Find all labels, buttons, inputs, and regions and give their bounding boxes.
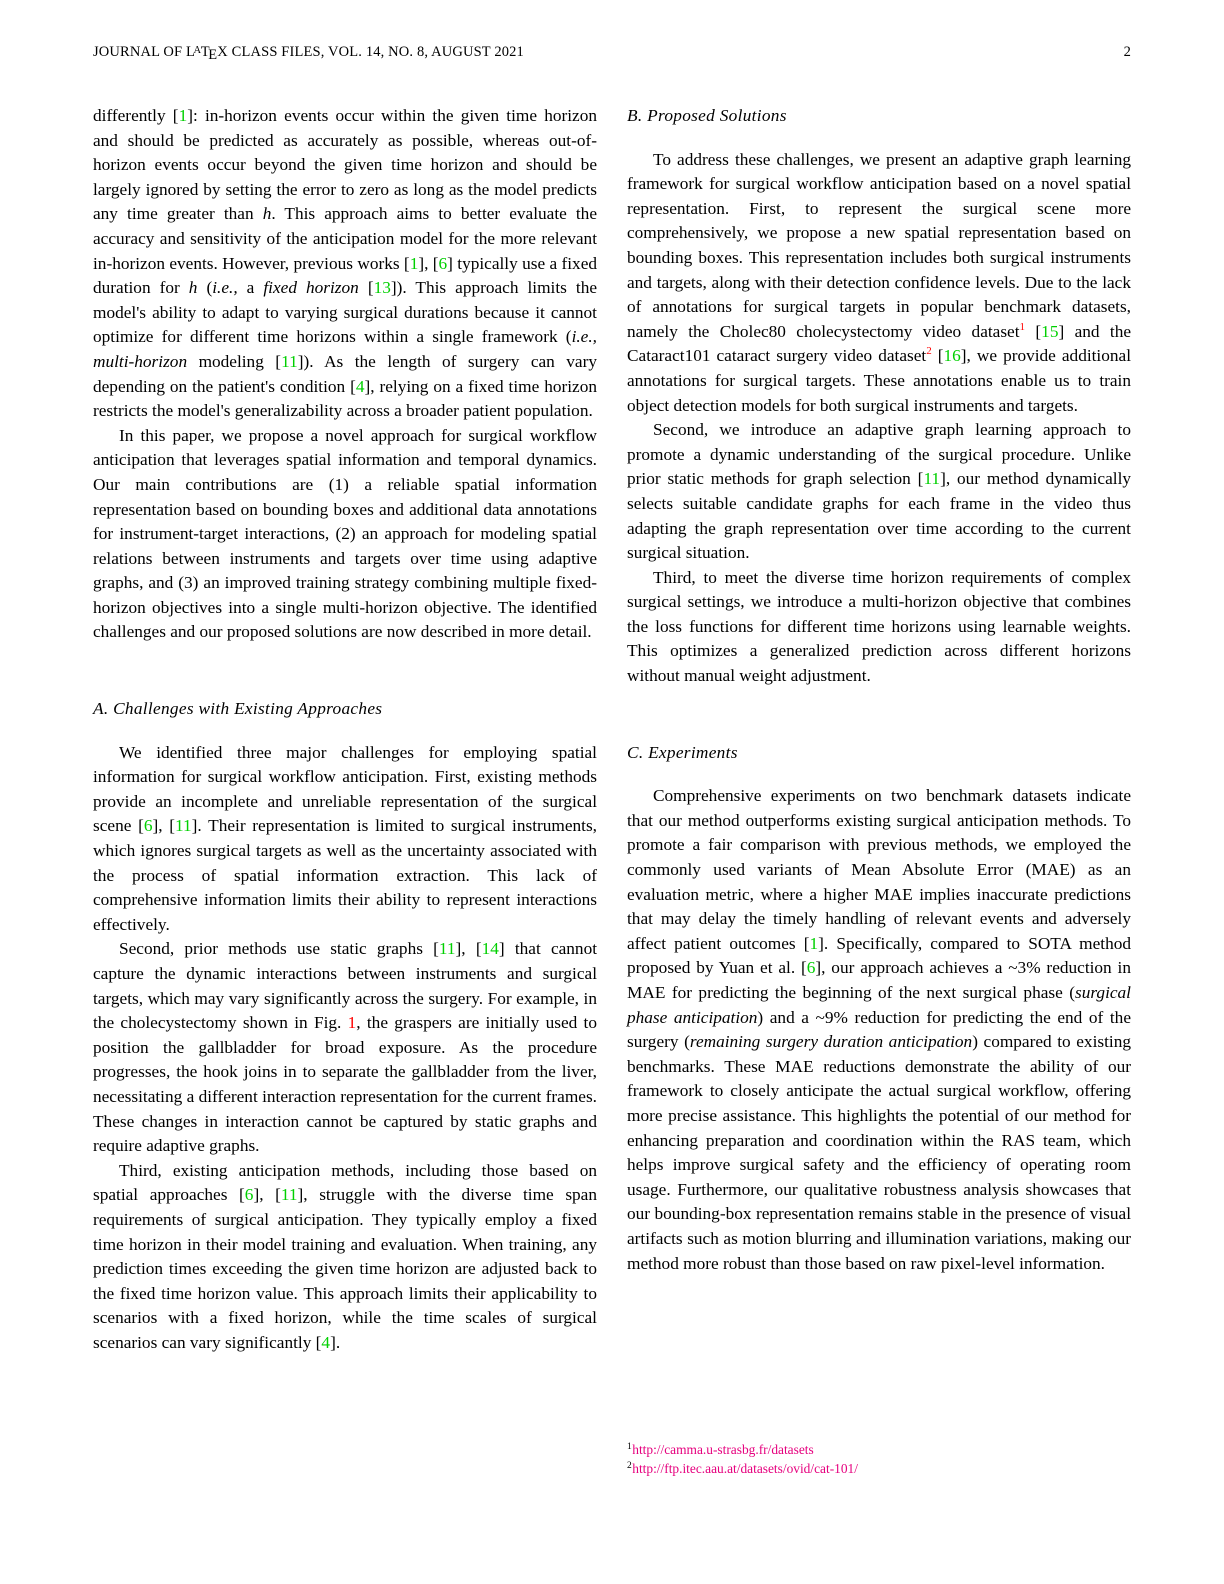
text-run: Second, we introduce an adaptive graph learning approach to promote a dynamic understanding of the surgical procedure. Unlike prior static methods for graph selection [ [627,420,1131,489]
footnote-item [627,1459,1127,1478]
section-heading-c: C. Experiments [627,742,738,762]
spacer [627,765,1131,784]
text-run: ) compared to existing benchmarks. These MAE reductions demonstrate the ability of our framework to closely anticipate the actual surgical workflow, offering more precise assistance. This highlights the potential of our method for enhancing preparation and coordination within the RAS team, which helps improve surgical safety and the efficiency of operating room usage. Furthermore, our qualitative robustness analysis showcases that our bounding-box representation remains stable in the presence of visual artifacts such as motion blurring and illumination variations, making our method more robust than those based on raw pixel-level information. [627,1032,1131,1273]
paragraph-second-prior-methods [93,937,597,1158]
citation-link[interactable]: 11 [280,1185,298,1205]
text-run: ]). This approach limits the model's ability to adapt to varying surgical durations because it cannot optimize for different time horizons within a single framework ( [93,278,598,347]
citation-link[interactable]: 6 [438,253,448,273]
citation-link[interactable]: 14 [481,939,499,959]
footnote-number: 1 [627,1441,632,1452]
footnote-marker-1[interactable]: 1 [1019,320,1026,333]
text-run: To address these challenges, we present an adaptive graph learning framework for surgical workflow anticipation based on a novel spatial representation. First, to represent the surgical scene more comprehensively, we propose a new spatial representation based on bounding boxes. This representation includes both surgical instruments and targets, along with their detection confidence levels. Due to the lack of annotations for surgical targets in popular benchmark datasets, namely the Cholec80 cholecystectomy video dataset [627,149,1131,341]
citation-link[interactable]: 1 [409,253,419,273]
text-run: modeling [ [187,351,282,371]
footnote-marker-2[interactable]: 2 [926,345,932,358]
section-heading-a: A. Challenges with Existing Approaches [93,699,383,719]
text-run: [ [931,346,944,366]
citation-link[interactable]: 4 [321,1332,331,1352]
footnote-url-link[interactable]: http://ftp.itec.aau.at/datasets/ovid/cat-101/ [632,1461,858,1476]
section-heading-b: B. Proposed Solutions [627,106,787,125]
math-variable-h: h [262,204,272,224]
citation-link[interactable]: 4 [355,376,365,396]
text-run: ]. Specifically, compared to SOTA method proposed by Yuan et al. [ [627,933,1132,978]
text-run: Comprehensive experiments on two benchmark datasets indicate that our method outperforms existing surgical anticipation methods. To promote a fair comparison with previous methods, we employed the commonly used variants of Mean Absolute Error (MAE) as an evaluation metric, where a higher MAE implies inaccurate predictions that may delay the timely handling of relevant events and adversely affect patient outcomes [ [627,786,1131,953]
spacer [93,722,597,741]
journal-title-prefix: JOURNAL OF [93,44,186,60]
text-run: , the graspers are initially used to position the gallbladder for broad exposure. As the procedure progresses, the hook joins in to separate the gallbladder from the liver, necessitating a different interaction representation for the current frames. These changes in interaction cannot be captured by static graphs and require adaptive graphs. [93,1013,597,1156]
text-run: ( [197,278,213,298]
left-column [93,104,597,1356]
emphasis-ie: i.e., [571,327,597,347]
paragraph-differently [93,104,597,424]
spacer [627,129,1131,148]
citation-link[interactable]: 11 [175,816,192,836]
citation-link[interactable]: 11 [923,469,941,489]
text-run: ] typically use a fixed duration for [93,253,597,298]
two-column-body [93,104,1131,1356]
text-run: ], relying on a fixed time horizon restricts the model's generalizability across a broader patient population. [93,376,597,421]
text-run: ], we provide additional annotations for surgical targets. These annotations enable us to train object detection models for both surgical instruments and targets. [627,346,1131,415]
paragraph-we-identified [93,741,597,938]
text-run: Third, existing anticipation methods, including those based on spatial approaches [ [93,1160,597,1205]
citation-link[interactable]: 1 [809,933,819,953]
text-run: We identified three major challenges for employing spatial information for surgical workflow anticipation. First, existing methods provide an incomplete and unreliable representation of the surgical scene [ [93,742,597,836]
figure-reference-link[interactable]: 1 [347,1013,357,1033]
emphasis-surgical-phase-anticipation: surgical phase anticipation [627,983,1131,1027]
math-variable-h: h [188,278,198,298]
page-number: 2 [1123,44,1131,60]
latex-logo: $L^ATEX$ [185,44,228,63]
citation-link[interactable]: 11 [438,939,456,959]
journal-title [93,44,524,61]
text-run: ] and the Cataract101 cataract surgery video dataset [627,321,1132,366]
text-run: [ [1025,321,1042,341]
emphasis-fixed-horizon: fixed horizon [263,278,359,298]
text-run: ] that cannot capture the dynamic interactions between instruments and surgical targets, which may vary significantly across the surgery. For example, in the cholecystectomy shown in Fig. [93,939,598,1033]
citation-link[interactable]: 1 [178,106,188,125]
footnote-item [627,1440,1127,1459]
text-run: ]. [330,1332,341,1352]
footnote-url-link[interactable]: http://camma.u-strasbg.fr/datasets [632,1442,814,1457]
text-run: . This approach aims to better evaluate the accuracy and sensitivity of the anticipation model for the more relevant in-horizon events. However, previous works [ [93,204,597,273]
text-run: ], struggle with the diverse time span requirements of surgical anticipation. They typically employ a fixed time horizon in their model training and evaluation. When training, any prediction times exceeding the given time horizon are adjusted back to the fixed time horizon value. This approach limits their applicability to scenarios with a fixed horizon, while the time scales of surgical scenarios can vary significantly [ [93,1185,597,1352]
text-run: ]. Their representation is limited to surgical instruments, which ignores surgical targets as well as the uncertainty associated with the process of spatial information extraction. This lack of comprehensive information limits their ability to represent interactions effectively. [93,816,597,934]
footnote-number: 2 [627,1460,632,1471]
paragraph-in-this-paper: In this paper, we propose a novel approach for surgical workflow anticipation that leverages spatial information and temporal dynamics. Our main contributions are (1) a reliable spatial information representation based on bounding boxes and additional data annotations for instrument-target interactions, (2) an approach for modeling spatial relations between instruments and targets over time using adaptive graphs, and (3) an improved training strategy combining multiple fixed-horizon objectives into a single multi-horizon objective. The identified challenges and our proposed solutions are now described in more detail. [93,425,597,642]
text-run: ], [ [455,939,482,959]
paragraph-third-multi-horizon: Third, to meet the diverse time horizon requirements of complex surgical settings, we introduce a multi-horizon objective that combines the loss functions for different time horizons using learnable weights. This optimizes a generalized prediction across different horizons without manual weight adjustment. [627,567,1131,686]
emphasis-ie: i.e., [212,278,238,298]
paragraph-to-address [627,148,1131,419]
text-run: [ [358,278,374,298]
paragraph-second-adaptive-graph [627,418,1131,566]
right-column [627,104,1131,1356]
spacer [627,689,1131,741]
text-run: Second, prior methods use static graphs [ [119,939,439,959]
text-run: ]). As the length of surgery can vary depending on the patient's condition [ [93,351,597,396]
footnote-block [627,1440,1127,1478]
text-run: ], our approach achieves a ~3% reduction in MAE for predicting the beginning of the next surgical phase ( [627,958,1131,1002]
emphasis-remaining-surgery-duration-anticipation: remaining surgery duration anticipation [689,1032,973,1052]
text-run: differently [ [93,106,179,125]
text-run: ], our method dynamically selects suitable candidate graphs for each frame in the video thus adapting the graph representation over time according to the current surgical situation. [627,469,1132,563]
paragraph-comprehensive-experiments [627,784,1131,1276]
text-run: ], [ [152,816,176,836]
text-run: a [237,278,264,298]
text-run: ) and a ~9% reduction for predicting the end of the surgery ( [627,1007,1131,1052]
citation-link[interactable]: 6 [143,816,153,836]
citation-link[interactable]: 16 [943,346,961,366]
citation-link[interactable]: 11 [281,351,298,371]
citation-link[interactable]: 6 [244,1185,254,1205]
emphasis-multi-horizon: multi-horizon [93,351,188,371]
citation-link[interactable]: 6 [806,958,816,978]
running-head [93,44,1131,66]
spacer [93,645,597,697]
citation-link[interactable]: 15 [1041,321,1059,341]
paragraph-third-existing [93,1159,597,1356]
text-run: ], [ [253,1185,281,1205]
text-run: ], [ [418,253,439,273]
journal-title-suffix: CLASS FILES, VOL. 14, NO. 8, AUGUST 2021 [227,44,524,60]
text-run: ]: in-horizon events occur within the given time horizon and should be predicted as accurately as possible, whereas out-of-horizon events occur beyond the given time horizon and should be largely ignored by setting the error to zero as long as the model predicts any time greater than [93,106,597,224]
citation-link[interactable]: 13 [373,278,391,298]
